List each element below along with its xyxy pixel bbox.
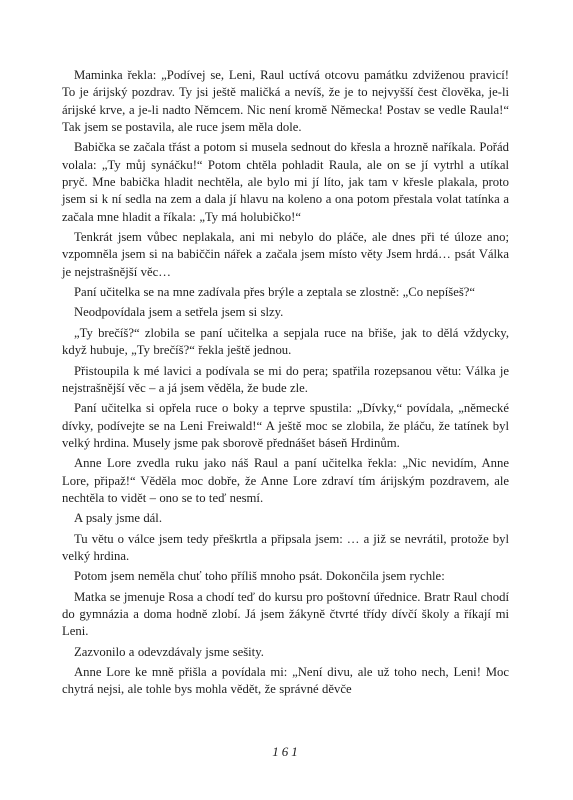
paragraph-5: Neodpovídala jsem a setřela jsem si slzy. — [74, 305, 284, 320]
paragraph-14: Zazvonilo a odevzdávaly jsme sešity. — [74, 644, 264, 659]
body-text — [62, 67, 509, 702]
paragraph-13: Matka se jmenuje Rosa a chodí teď do kursu pro poštovní úřednice. Bratr Raul chodí do gymnázia a doma hodně zlobí. Já jsem žákyně čtvrté třídy dívčí školy a říkají mi Leni. — [62, 589, 509, 639]
paragraph-6: „Ty brečíš?“ zlobila se paní učitelka a sepjala ruce na břiše, jak to dělá vždycky, když hubuje, „Ty brečíš?“ řekla ještě jednou. — [62, 325, 509, 358]
paragraph-10: A psaly jsme dál. — [74, 511, 162, 526]
paragraph-4: Paní učitelka se na mne zadívala přes brýle a zeptala se zlostně: „Co nepíšeš?“ — [74, 285, 476, 300]
paragraph-12: Potom jsem neměla chuť toho příliš mnoho psát. Dokončila jsem rychle: — [74, 569, 445, 584]
paragraph-9: Anne Lore zvedla ruku jako náš Raul a paní učitelka řekla: „Nic nevidím, Anne Lore, připaž!“ Věděla moc dobře, že Anne Lore zdraví tím árijským pozdravem, ale nechtěla to vidět – ono se to teď nesmí. — [62, 456, 509, 505]
paragraph-3: Tenkrát jsem vůbec neplakala, ani mi nebylo do pláče, ale dnes při té úloze ano; vzpomněla jsem si na babiččin nářek a začala jsem místo věty Jsem hrdá… psát Válka je nejstrašnější věc… — [62, 230, 509, 279]
page-number: 161 — [272, 744, 301, 759]
paragraph-1: Maminka řekla: „Podívej se, Leni, Raul uctívá otcovu památku zdviženou pravicí! To je árijský pozdrav. Ty jsi ještě maličká a nevíš, že je to nejvyšší čest člověka, je-li árijské krve, a je-li nadto Němcem. Nic není kromě Německa! Postav se vedle Raula!“ Tak jsem se postavila, ale ruce jsem měla dole. — [62, 68, 509, 135]
paragraph-2: Babička se začala třást a potom si musela sednout do křesla a hrozně naříkala. Pořád volala: „Ty můj synáčku!“ Potom chtěla pohladit Raula, ale on se jí vytrhl a utíkal pryč. Mne babička hladit nechtěla, ale bylo mi jí líto, jak tam v křesle plakala, proto jsem si k ní sedla na zem a dala jí hlavu na koleno a ona potom přestala volat tatínka a začala mne hladit a říkala: „Ty má holubičko!“ — [62, 140, 509, 224]
paragraph-11: Tu větu o válce jsem tedy přeškrtla a připsala jsem: … a již se nevrátil, protože byl velký hrdina. — [62, 531, 509, 563]
paragraph-8: Paní učitelka si opřela ruce o boky a teprve spustila: „Dívky,“ povídala, „německé dívky, podívejte se na Leni Freiwald!“ A ještě moc se zlobila, že pláču, že tatínek byl velký hrdina. Musely jsme pak sborově přednášet báseň Hrdinům. — [62, 401, 509, 450]
paragraph-15: Anne Lore ke mně přišla a povídala mi: „Není divu, ale už toho nech, Leni! Moc chytrá nejsi, ale tohle bys mohla vědět, že správné děvče — [62, 665, 509, 697]
paragraph-7: Přistoupila k mé lavici a podívala se mi do pera; spatřila rozepsanou větu: Válka je nejstrašnější věc – a já jsem věděla, že bude zle. — [62, 363, 509, 395]
